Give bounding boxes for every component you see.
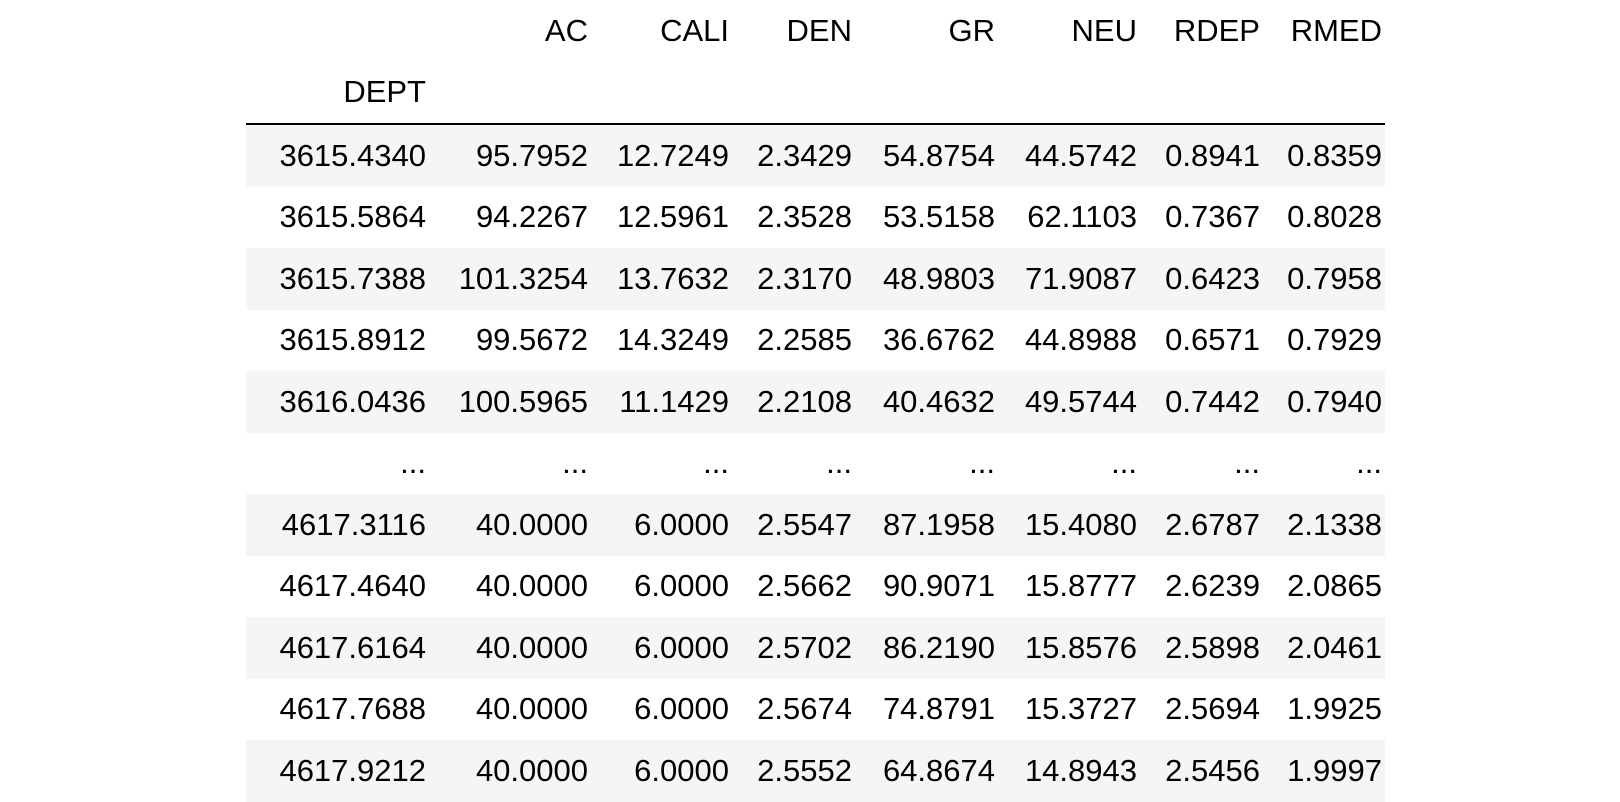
row-index-cell: 3615.4340 [279, 137, 426, 173]
table-cell: 48.9803 [882, 260, 995, 296]
table-cell: 101.3254 [458, 260, 588, 296]
table-cell: 53.5158 [882, 199, 995, 235]
table-cell: 12.5961 [616, 199, 729, 235]
table-cell: 1.9997 [1287, 752, 1382, 788]
table-cell: 0.7958 [1287, 260, 1382, 296]
table-cell: 0.7367 [1165, 199, 1260, 235]
table-cell: 40.0000 [475, 752, 588, 788]
table-cell: 44.8988 [1024, 322, 1137, 358]
table-cell: ... [1234, 445, 1260, 481]
table-row [246, 494, 1385, 556]
table-cell: ... [1356, 445, 1382, 481]
table-cell: 6.0000 [634, 506, 729, 542]
row-index-cell: 4617.4640 [279, 568, 426, 604]
table-header [246, 0, 1385, 124]
table-cell: 6.0000 [634, 629, 729, 665]
table-cell: 90.9071 [882, 568, 995, 604]
table-cell: 2.6239 [1165, 568, 1260, 604]
table-cell: 0.8028 [1287, 199, 1382, 235]
table-cell: 54.8754 [882, 137, 995, 173]
dataframe-output [246, 0, 1385, 802]
table-cell: 2.5702 [757, 629, 852, 665]
row-index-cell: ... [400, 445, 426, 481]
index-name-row [246, 62, 1385, 125]
table-cell: 2.5694 [1165, 691, 1260, 727]
table-cell: 0.7929 [1287, 322, 1382, 358]
table-cell: 2.5547 [757, 506, 852, 542]
table-cell: 86.2190 [882, 629, 995, 665]
table-cell: 15.8576 [1024, 629, 1137, 665]
table-cell: 2.0461 [1287, 629, 1382, 665]
table-row [246, 310, 1385, 372]
table-cell: 100.5965 [458, 383, 588, 419]
table-row [246, 617, 1385, 679]
table-cell: 2.5552 [757, 752, 852, 788]
row-index-cell: 4617.7688 [279, 691, 426, 727]
table-cell: 2.2585 [757, 322, 852, 358]
table-cell: 6.0000 [634, 568, 729, 604]
table-cell: 94.2267 [475, 199, 588, 235]
table-cell: ... [703, 445, 729, 481]
table-cell: 13.7632 [616, 260, 729, 296]
column-header: GR [948, 12, 995, 48]
empty-header-cell [998, 62, 1140, 125]
index-name: DEPT [246, 62, 429, 125]
row-index-cell: 4617.3116 [281, 506, 426, 542]
table-cell: 2.5456 [1165, 752, 1260, 788]
table-cell: 15.3727 [1024, 691, 1137, 727]
table-cell: 2.0865 [1287, 568, 1382, 604]
table-cell: 49.5744 [1024, 383, 1137, 419]
table-cell: 0.6571 [1165, 322, 1260, 358]
table-cell: ... [562, 445, 588, 481]
column-header-row [246, 0, 1385, 62]
table-row [246, 187, 1385, 249]
empty-header-cell [591, 62, 732, 125]
table-cell: 0.7940 [1287, 383, 1382, 419]
table-cell: 64.8674 [882, 752, 995, 788]
table-cell: ... [1111, 445, 1137, 481]
table-cell: 71.9087 [1024, 260, 1137, 296]
table-cell: 15.4080 [1024, 506, 1137, 542]
table-cell: 74.8791 [882, 691, 995, 727]
table-cell: 40.0000 [475, 691, 588, 727]
table-cell: 40.0000 [475, 568, 588, 604]
column-header: NEU [1071, 12, 1137, 48]
table-cell: 0.8359 [1287, 137, 1382, 173]
table-cell: 11.1429 [619, 383, 729, 419]
table-cell: 2.3170 [757, 260, 852, 296]
table-cell: ... [826, 445, 852, 481]
dataframe-table [246, 0, 1385, 802]
table-row [246, 556, 1385, 618]
table-cell: 95.7952 [475, 137, 588, 173]
table-cell: 0.7442 [1165, 383, 1260, 419]
table-row [246, 679, 1385, 741]
table-cell: 15.8777 [1024, 568, 1137, 604]
table-cell: 40.0000 [475, 629, 588, 665]
table-cell: 44.5742 [1024, 137, 1137, 173]
empty-header-cell [855, 62, 998, 125]
column-header: RDEP [1173, 12, 1260, 48]
column-header: AC [544, 12, 588, 48]
ellipsis-row [246, 433, 1385, 495]
table-cell: 14.8943 [1024, 752, 1137, 788]
table-cell: 36.6762 [882, 322, 995, 358]
index-corner-cell [246, 0, 429, 62]
table-cell: 6.0000 [634, 691, 729, 727]
table-cell: 1.9925 [1287, 691, 1382, 727]
table-cell: 2.5662 [757, 568, 852, 604]
row-index-cell: 3615.5864 [279, 199, 426, 235]
table-cell: 40.0000 [475, 506, 588, 542]
row-index-cell: 3616.0436 [279, 383, 426, 419]
empty-header-cell [1263, 62, 1385, 125]
empty-header-cell [1140, 62, 1263, 125]
row-index-cell: 4617.9212 [279, 752, 426, 788]
column-header: RMED [1290, 12, 1382, 48]
table-row [246, 124, 1385, 187]
table-row [246, 371, 1385, 433]
table-cell: 2.2108 [757, 383, 852, 419]
table-cell: 2.3429 [757, 137, 852, 173]
row-index-cell: 3615.8912 [279, 322, 426, 358]
table-cell: ... [969, 445, 995, 481]
table-body [246, 124, 1385, 802]
table-cell: 0.6423 [1165, 260, 1260, 296]
column-header: DEN [786, 12, 852, 48]
table-cell: 0.8941 [1165, 137, 1260, 173]
row-index-cell: 3615.7388 [279, 260, 426, 296]
table-cell: 2.1338 [1287, 506, 1382, 542]
empty-header-cell [732, 62, 855, 125]
table-cell: 6.0000 [634, 752, 729, 788]
table-cell: 2.3528 [757, 199, 852, 235]
table-cell: 99.5672 [475, 322, 588, 358]
empty-header-cell [429, 62, 591, 125]
table-cell: 14.3249 [616, 322, 729, 358]
table-cell: 40.4632 [882, 383, 995, 419]
table-cell: 2.6787 [1165, 506, 1260, 542]
table-cell: 2.5898 [1165, 629, 1260, 665]
row-index-cell: 4617.6164 [279, 629, 426, 665]
table-row [246, 740, 1385, 802]
table-cell: 12.7249 [616, 137, 729, 173]
column-header: CALI [660, 12, 729, 48]
table-cell: 87.1958 [882, 506, 995, 542]
table-cell: 2.5674 [757, 691, 852, 727]
table-row [246, 248, 1385, 310]
table-cell: 62.1103 [1027, 199, 1137, 235]
